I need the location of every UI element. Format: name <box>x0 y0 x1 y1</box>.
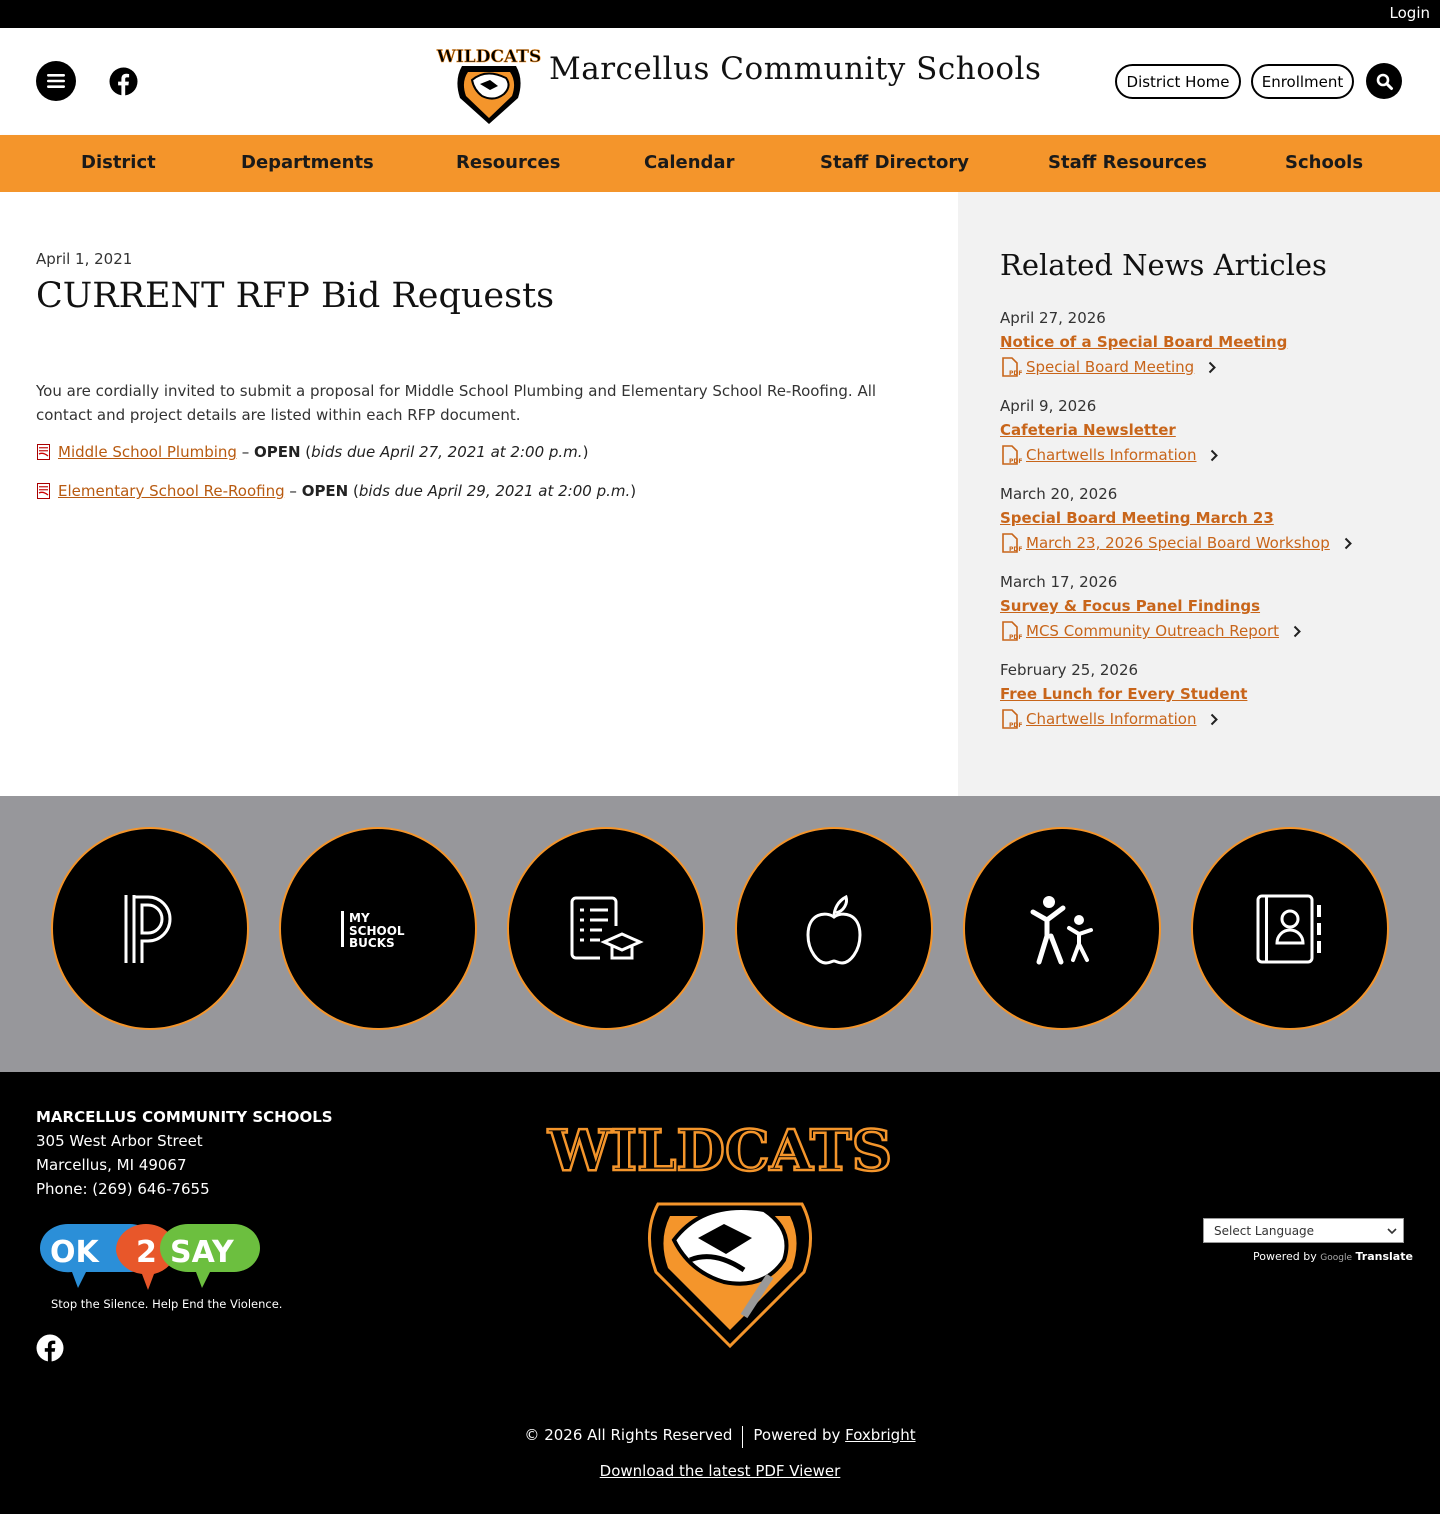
contact-book-icon <box>1255 893 1325 965</box>
news-file-link[interactable] <box>1000 706 1420 732</box>
facebook-icon[interactable] <box>36 1334 64 1362</box>
news-date: February 25, 2026 <box>1000 661 1139 679</box>
ok2say-2: 2 <box>136 1235 157 1270</box>
powered-by-text: Powered by <box>1253 1250 1317 1263</box>
news-file-label: Special Board Meeting <box>1026 358 1195 376</box>
chevron-right-icon <box>1210 713 1218 726</box>
nav-departments[interactable]: Departments <box>241 152 374 173</box>
footer-street: 305 West Arbor Street <box>36 1132 203 1150</box>
pdf-document-icon <box>1000 709 1023 729</box>
footer-school-name: MARCELLUS COMMUNITY SCHOOLS <box>36 1108 333 1126</box>
news-date: March 20, 2026 <box>1000 485 1118 503</box>
wildcats-logo[interactable] <box>436 40 542 126</box>
news-title-link[interactable]: Free Lunch for Every Student <box>1000 685 1248 703</box>
article-title: CURRENT RFP Bid Requests <box>36 276 555 316</box>
footer-city: Marcellus, MI 49067 <box>36 1156 187 1174</box>
pdf-viewer-row <box>0 1462 1440 1480</box>
svg-text:PDF: PDF <box>1009 370 1023 377</box>
nav-resources[interactable]: Resources <box>456 152 561 173</box>
footer-logo-text: WILDCATS <box>547 1118 893 1184</box>
myschoolbucks-icon <box>341 909 415 949</box>
top-bar <box>0 0 1440 28</box>
rfp-paren-close: ) <box>630 482 637 500</box>
pdf-document-icon <box>1000 533 1023 553</box>
facebook-icon[interactable] <box>109 67 138 96</box>
news-date: April 27, 2026 <box>1000 309 1106 327</box>
nav-calendar[interactable]: Calendar <box>644 152 735 173</box>
ok2say-tagline: Stop the Silence. Help End the Violence. <box>51 1297 283 1311</box>
news-item <box>1000 394 1420 468</box>
quicklink-powerschool[interactable] <box>51 827 249 1030</box>
login-link[interactable]: Login <box>1389 4 1430 22</box>
pdf-file-icon <box>36 483 52 499</box>
rfp-item <box>36 443 588 461</box>
news-file-link[interactable] <box>1000 530 1420 556</box>
footer-phone: Phone: (269) 646-7655 <box>36 1180 210 1198</box>
news-file-label: Chartwells Information <box>1026 446 1197 464</box>
site-header <box>0 28 1440 135</box>
quick-links <box>0 796 1440 1072</box>
quicklink-apple[interactable] <box>735 827 933 1030</box>
chevron-right-icon <box>1293 625 1301 638</box>
ok2say-say: SAY <box>170 1235 234 1270</box>
related-news-sidebar <box>958 192 1440 796</box>
news-file-link[interactable] <box>1000 354 1420 380</box>
google-translate-credit <box>1253 1250 1413 1263</box>
quicklink-family[interactable] <box>963 827 1161 1030</box>
msb-text-my: MY <box>349 910 370 925</box>
news-item <box>1000 570 1420 644</box>
news-file-label: Chartwells Information <box>1026 710 1197 728</box>
main-nav <box>0 135 1440 192</box>
rfp-paren-close: ) <box>582 443 589 461</box>
nav-district[interactable]: District <box>81 152 156 173</box>
copyright-text: © 2026 All Rights Reserved <box>524 1426 733 1444</box>
footer-divider <box>742 1426 743 1448</box>
wildcats-footer-logo <box>547 1100 893 1350</box>
rfp-item <box>36 482 636 500</box>
msb-text-bucks: BUCKS <box>349 935 395 950</box>
chevron-right-icon <box>1210 449 1218 462</box>
svg-text:PDF: PDF <box>1009 634 1023 641</box>
quicklink-myschoolbucks[interactable] <box>279 827 477 1030</box>
search-button[interactable] <box>1366 63 1402 99</box>
chevron-right-icon <box>1344 537 1352 550</box>
news-title-link[interactable]: Survey & Focus Panel Findings <box>1000 597 1261 615</box>
news-file-label: MCS Community Outreach Report <box>1026 622 1279 640</box>
logo-text: WILDCATS <box>436 47 542 67</box>
rfp-link-reroofing[interactable]: Elementary School Re-Roofing <box>58 482 285 500</box>
enrollment-button[interactable]: Enrollment <box>1251 64 1354 99</box>
site-name[interactable]: Marcellus Community Schools <box>549 51 1042 87</box>
pdf-viewer-link[interactable]: Download the latest PDF Viewer <box>599 1462 841 1480</box>
news-file-link[interactable] <box>1000 442 1420 468</box>
ok2say-logo[interactable] <box>36 1220 283 1314</box>
svg-text:PDF: PDF <box>1009 546 1023 553</box>
family-icon <box>1029 894 1095 964</box>
hamburger-icon <box>47 73 65 89</box>
powered-by-label: Powered by <box>753 1426 846 1444</box>
rfp-paren-open: ( <box>348 482 359 500</box>
rfp-status: OPEN <box>301 482 349 500</box>
pdf-file-icon <box>36 444 52 460</box>
menu-button[interactable] <box>36 61 76 101</box>
rfp-paren-open: ( <box>300 443 312 461</box>
district-home-button[interactable]: District Home <box>1115 64 1241 99</box>
article-content <box>0 192 958 796</box>
article-date: April 1, 2021 <box>36 250 133 268</box>
news-date: April 9, 2026 <box>1000 397 1097 415</box>
article-intro: You are cordially invited to submit a proposal for Middle School Plumbing and Elementary School Re-Roofing. All contact and project details are listed within each RFP document. <box>36 382 877 424</box>
related-news-heading: Related News Articles <box>1000 248 1327 282</box>
svg-text:PDF: PDF <box>1009 458 1023 465</box>
pdf-document-icon <box>1000 621 1023 641</box>
news-file-link[interactable] <box>1000 618 1420 644</box>
search-icon <box>1376 73 1393 90</box>
ok2say-ok: OK <box>50 1235 99 1270</box>
powerschool-icon <box>122 893 178 965</box>
chevron-right-icon <box>1208 361 1216 374</box>
quicklink-directory[interactable] <box>1191 827 1389 1030</box>
rfp-detail: bids due April 29, 2021 at 2:00 p.m. <box>358 482 631 500</box>
foxbright-link[interactable]: Foxbright <box>845 1426 916 1444</box>
news-title-link[interactable]: Special Board Meeting March 23 <box>1000 509 1274 527</box>
news-title-link[interactable]: Cafeteria Newsletter <box>1000 421 1176 439</box>
pdf-document-icon <box>1000 445 1023 465</box>
nav-staff-resources[interactable]: Staff Resources <box>1048 152 1207 173</box>
news-item <box>1000 658 1420 732</box>
news-date: March 17, 2026 <box>1000 573 1118 591</box>
nav-staff-directory[interactable]: Staff Directory <box>820 152 970 173</box>
quicklink-student-records[interactable] <box>507 827 705 1030</box>
svg-text:PDF: PDF <box>1009 722 1023 729</box>
language-select[interactable] <box>1203 1218 1404 1243</box>
google-text: Google <box>1320 1253 1353 1263</box>
translate-link[interactable]: Translate <box>1355 1250 1413 1263</box>
rfp-dash: – <box>284 482 302 500</box>
footer-copyright-row <box>0 1426 1440 1448</box>
chevron-down-icon <box>1387 1226 1397 1236</box>
language-select-label: Select Language <box>1214 1223 1315 1238</box>
nav-schools[interactable]: Schools <box>1285 152 1364 173</box>
apple-icon <box>805 893 863 965</box>
rfp-dash: – <box>236 443 254 461</box>
pdf-document-icon <box>1000 357 1023 377</box>
document-graduation-icon <box>570 894 642 964</box>
site-footer <box>0 1072 1440 1514</box>
rfp-link-plumbing[interactable]: Middle School Plumbing <box>58 443 237 461</box>
news-item <box>1000 482 1420 556</box>
news-file-label: March 23, 2026 Special Board Workshop <box>1026 534 1330 552</box>
news-item <box>1000 306 1420 380</box>
rfp-detail: bids due April 27, 2021 at 2:00 p.m. <box>311 443 583 461</box>
rfp-status: OPEN <box>253 443 301 461</box>
news-title-link[interactable]: Notice of a Special Board Meeting <box>1000 333 1288 351</box>
msb-text-school: SCHOOL <box>349 923 405 938</box>
